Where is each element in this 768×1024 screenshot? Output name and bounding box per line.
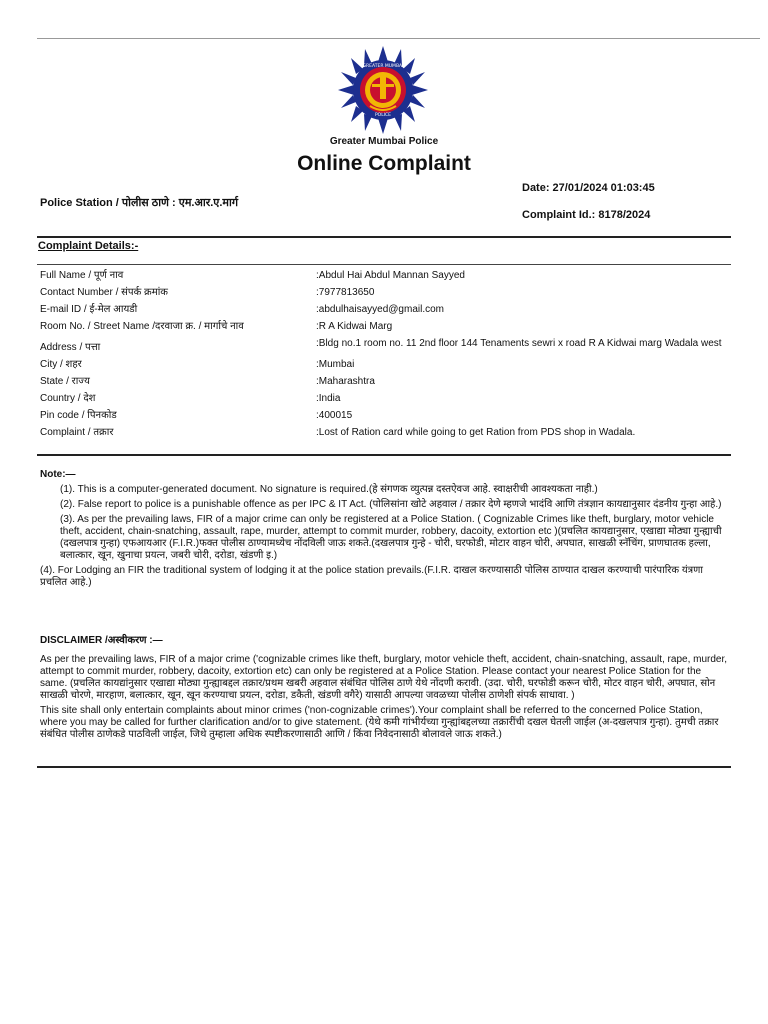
organization-name: Greater Mumbai Police (329, 136, 439, 147)
logo-bottom-text: POLICE (374, 113, 392, 118)
complaint-id: Complaint Id.: 8178/2024 (522, 209, 651, 221)
row-label: State / राज्य (40, 376, 90, 387)
section-divider (37, 236, 731, 238)
note-title: Note:— (40, 469, 76, 480)
disclaimer-paragraph: As per the prevailing laws, FIR of a major crime ('cognizable crimes like theft, burglary, motor vehicle theft, accident, chain-snatching, assault, rape, murder, attempt to commit murder, robbery, dacoity, extortion etc) can only be registered at a Police Station. Please contact your nearest Police Station for the same. (प्रचलित कायद्यांनुसार एखाद्या मोठ्या गुन्ह्याबद्दल तक्रार/प्रथम खबरी अहवाल संबंधित पोलिस ठाणे येथे नोंदणी करावी. (उदा. चोरी, घरफोडी करून चोरी, मोटर वाहन चोरी, अपघात, सोन साखळी चोरणे, मारहाण, बलात्कार, खून, खून करण्याचा प्रयत्न, दरोडा, डकैती, खंडणी वगैरे) यासाठी आपल्या जवळच्या पोलीस ठाणेशी संपर्क साधावा. ) (40, 654, 728, 701)
row-label: Country / देश (40, 393, 96, 404)
complaint-details-table (37, 268, 731, 442)
row-value: :Abdul Hai Abdul Mannan Sayyed (316, 270, 465, 281)
row-label: Address / पत्ता (40, 342, 101, 353)
logo-top-text: GREATER MUMBAI (362, 64, 404, 69)
row-label: Room No. / Street Name /दरवाजा क्र. / मार्गाचे नाव (40, 321, 244, 332)
row-label: City / शहर (40, 359, 82, 370)
row-label: Pin code / पिनकोड (40, 410, 117, 421)
table-row (37, 408, 731, 425)
note-item: (4). For Lodging an FIR the traditional system of lodging it at the police station prevails.(F.I.R. दाखल करण्यासाठी पोलिस ठाण्यात दाखल करण्याची पारंपारिक यंत्रणा प्रचलित आहे.) (40, 565, 703, 588)
row-value: :7977813650 (316, 287, 375, 298)
note-section (40, 469, 730, 592)
police-station: Police Station / पोलीस ठाणे : एम.आर.ए.मार्ग (40, 197, 239, 209)
table-bottom-divider (37, 454, 731, 456)
row-value: :abdulhaisayyed@gmail.com (316, 304, 444, 315)
row-label: Full Name / पूर्ण नाव (40, 270, 124, 281)
disclaimer-title: DISCLAIMER /अस्वीकरण :— (40, 635, 163, 646)
row-value: :400015 (316, 410, 353, 421)
note-item: (3). As per the prevailing laws, FIR of a major crime can only be registered at a Police Station. ( Cognizable Crimes like theft, burglary, motor vehicle theft, accident, chain-snatching, assault, rape, murder, attempt to commit murder, robbery, dacoity, extortion etc )(प्रचलित कायद्यानुसार, एखाद्या मोठ्या गुन्ह्याची (दखलपात्र गुन्हा) एफआयआर (F.I.R.)फक्त पोलीस ठाण्यामध्येच नोंदविली जाऊ शकते.(दखलपात्र गुन्हे - चोरी, घरफोडी, मोटार वाहन चोरी, अपघात, साखळी स्नॅचिंग, प्राणघातक हल्ला, बलात्कार, खून, खुनाचा प्रयत्न, जबरी चोरी, दरोडा, खंडणी इ.) (60, 514, 722, 561)
row-label: Complaint / तक्रार (40, 427, 114, 438)
row-label: Contact Number / संपर्क क्रमांक (40, 287, 168, 298)
note-item: (2). False report to police is a punishable offence as per IPC & IT Act. (पोलिसांना खोटे अहवाल / तक्रार देणे म्हणजे भादंवि आणि तंत्रज्ञान कायद्यानुसार दंडनीय गुन्हा आहे.) (60, 499, 722, 510)
complaint-date: Date: 27/01/2024 01:03:45 (522, 182, 655, 194)
table-row (37, 336, 731, 357)
row-value: :India (316, 393, 341, 404)
police-emblem-icon (336, 44, 430, 136)
table-row (37, 319, 731, 336)
table-row (37, 268, 731, 285)
row-value: :Bldg no.1 room no. 11 2nd floor 144 Tenaments sewri x road R A Kidwai marg Wadala west (316, 338, 722, 349)
page-title: Online Complaint (297, 152, 471, 175)
note-item: (1). This is a computer-generated document. No signature is required.(हे संगणक व्युत्पन्न दस्तऐवज आहे. स्वाक्षरीची आवश्यकता नाही.) (60, 484, 598, 495)
table-row (37, 302, 731, 319)
table-row (37, 425, 731, 442)
table-row (37, 285, 731, 302)
disclaimer-section (40, 635, 730, 744)
table-row (37, 357, 731, 374)
row-value: :R A Kidwai Marg (316, 321, 393, 332)
disclaimer-paragraph: This site shall only entertain complaints about minor crimes ('non-cognizable crimes').Your complaint shall be referred to the concerned Police Station, where you may be called for further clarification and/or to give statement. (येथे कमी गांभीर्यच्या गुन्ह्यांबद्दलच्या तक्रारींची दखल घेतली जाईल (अ-दखलपात्र गुन्हा). तुमची तक्रार संबंधित पोलीस ठाणेकडे पाठविली जाईल, जिथे तुम्हाला अधिक स्पष्टीकरणासाठी आणि / किंवा निवेदनासाठी बोलावले जाऊ शकते.) (40, 705, 719, 740)
table-row (37, 374, 731, 391)
bottom-divider (37, 766, 731, 768)
row-value: :Maharashtra (316, 376, 375, 387)
row-value: :Lost of Ration card while going to get Ration from PDS shop in Wadala. (316, 427, 636, 438)
details-heading: Complaint Details:- (38, 240, 139, 252)
row-label: E-mail ID / ई-मेल आयडी (40, 304, 138, 315)
row-value: :Mumbai (316, 359, 355, 370)
top-divider (37, 38, 760, 39)
table-row (37, 391, 731, 408)
table-top-divider (37, 264, 731, 265)
